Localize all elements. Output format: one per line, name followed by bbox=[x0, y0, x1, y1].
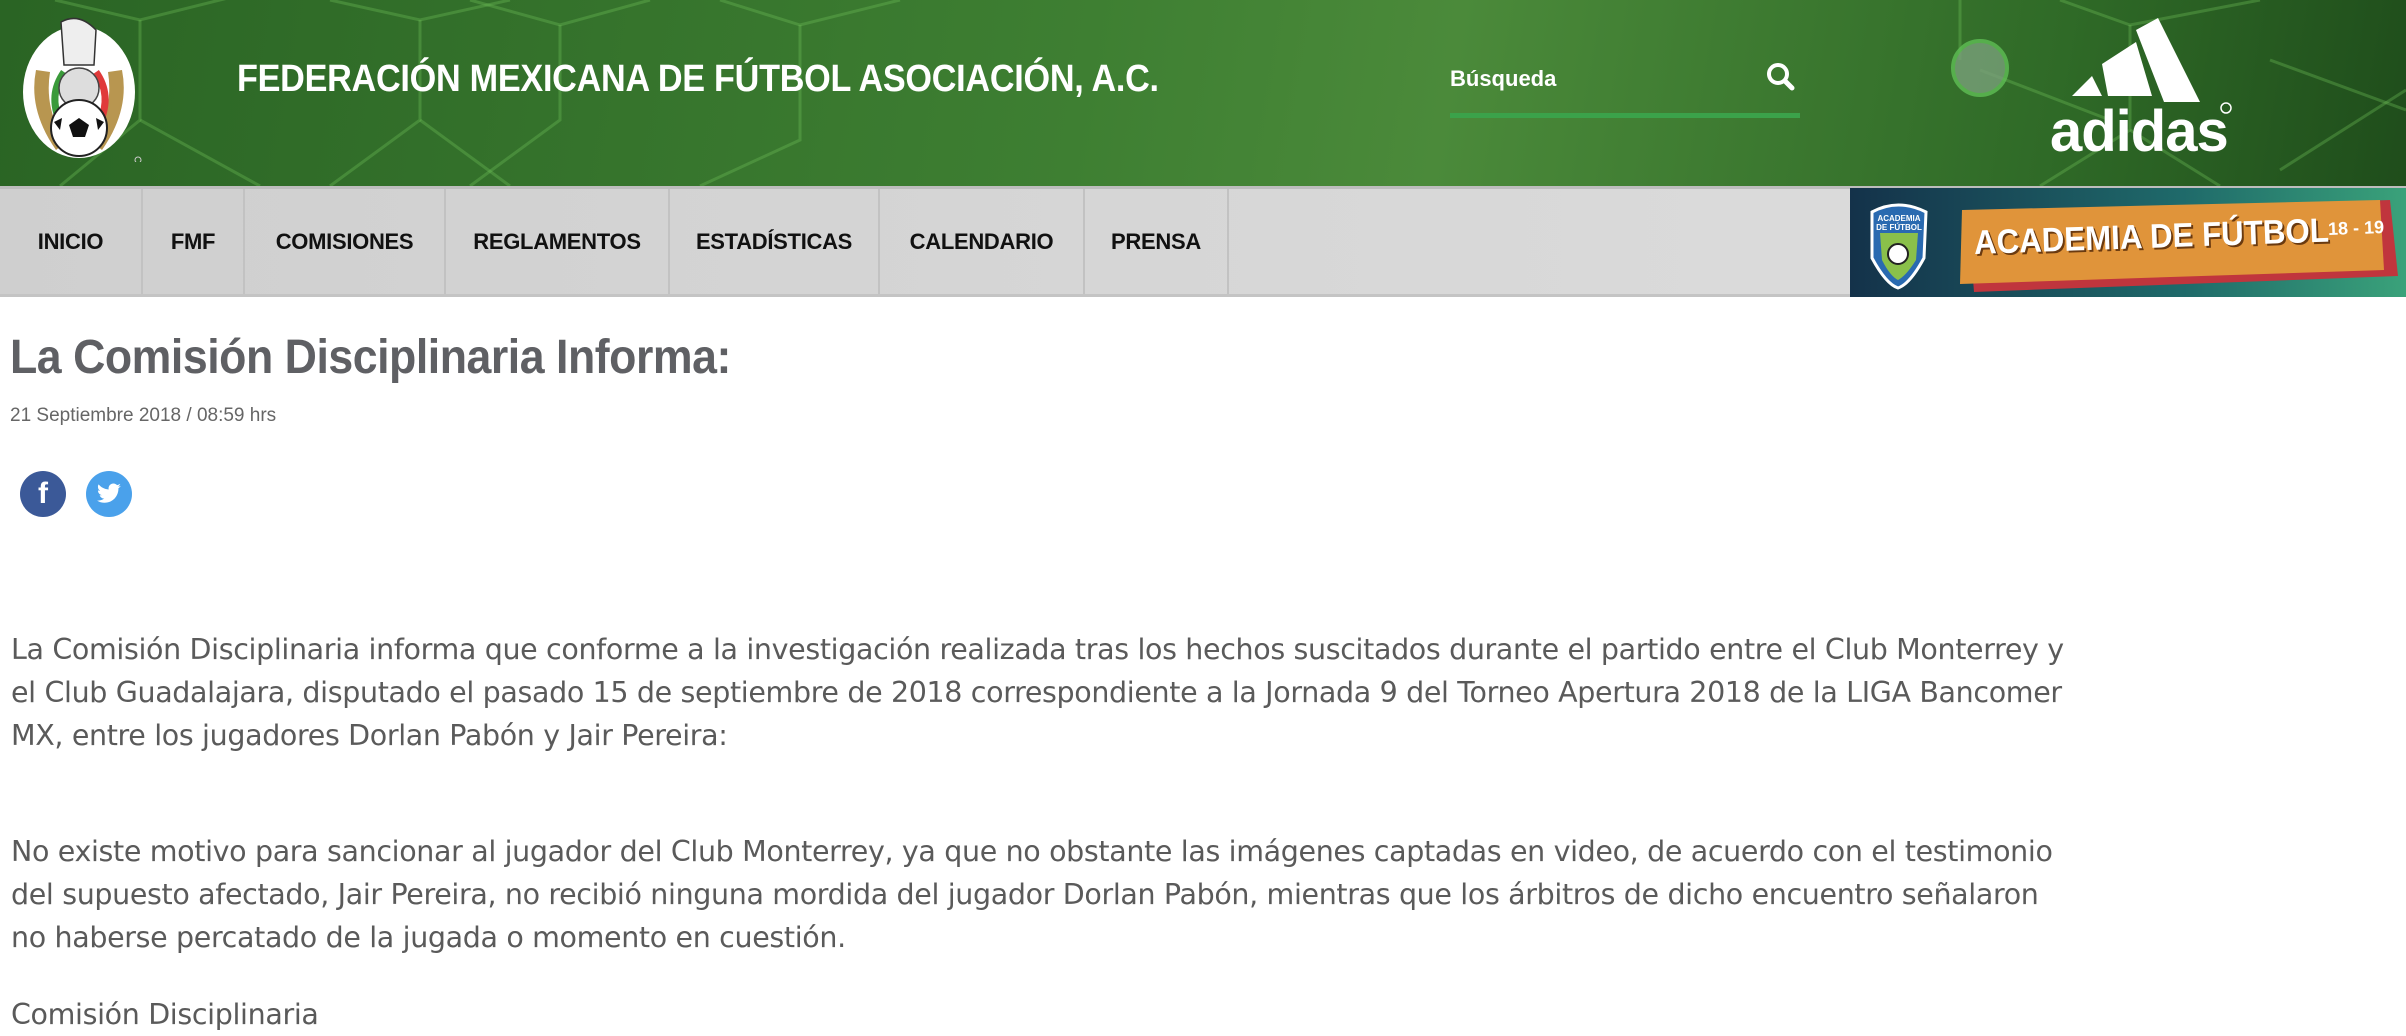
nav-item-fmf[interactable]: FMF bbox=[143, 189, 245, 294]
nav-item-inicio[interactable]: INICIO bbox=[0, 189, 143, 294]
nav-item-estadisticas[interactable]: ESTADÍSTICAS bbox=[670, 189, 880, 294]
fmf-crest-logo[interactable] bbox=[16, 10, 142, 162]
nav-item-prensa[interactable]: PRENSA bbox=[1085, 189, 1229, 294]
nav-item-comisiones[interactable]: COMISIONES bbox=[245, 189, 446, 294]
article-date: 21 Septiembre 2018 / 08:59 hrs bbox=[10, 405, 277, 426]
academia-banner[interactable] bbox=[1850, 188, 2406, 297]
paragraph-line: del supuesto afectado, Jair Pereira, no recibió ninguna mordida del jugador Dorlan Pabón, mientras que los árbitros de dicho encuentro señalaron bbox=[11, 878, 2039, 911]
paragraph-line: La Comisión Disciplinaria informa que conforme a la investigación realizada tras los hechos suscitados durante el partido entre el Club Monterrey y bbox=[11, 633, 2064, 666]
site-header bbox=[0, 0, 2406, 186]
twitter-share-button[interactable] bbox=[86, 471, 132, 517]
paragraph-line: no haberse percatado de la jugada o momento en cuestión. bbox=[11, 921, 846, 954]
search-input[interactable]: Búsqueda bbox=[1450, 66, 1557, 91]
search-icon[interactable] bbox=[1764, 60, 1798, 94]
banner-season: 18 - 19 bbox=[2327, 217, 2385, 239]
twitter-icon bbox=[96, 483, 122, 505]
site-title[interactable]: FEDERACIÓN MEXICANA DE FÚTBOL ASOCIACIÓN, A.C. bbox=[237, 58, 1159, 100]
facebook-icon: f bbox=[38, 477, 48, 510]
paragraph-line: el Club Guadalajara, disputado el pasado 15 de septiembre de 2018 correspondiente a la Jornada 9 del Torneo Apertura 2018 de la LIGA Bancomer bbox=[11, 676, 2062, 709]
adidas-wordmark: adidas bbox=[2050, 99, 2228, 164]
article-title: La Comisión Disciplinaria Informa: bbox=[10, 331, 731, 384]
banner-title: ACADEMIA DE FÚTBOL bbox=[1973, 211, 2330, 262]
academia-badge-text: ACADEMIA DE FÚTBOL bbox=[1876, 214, 1922, 232]
nav-item-calendario[interactable]: CALENDARIO bbox=[880, 189, 1085, 294]
search-box[interactable] bbox=[1450, 60, 1800, 118]
paragraph-line: MX, entre los jugadores Dorlan Pabón y Jair Pereira: bbox=[11, 719, 728, 752]
article-signature: Comisión Disciplinaria bbox=[11, 998, 319, 1031]
facebook-share-button[interactable] bbox=[20, 471, 66, 517]
paragraph-line: No existe motivo para sancionar al jugador del Club Monterrey, ya que no obstante las imágenes captadas en video, de acuerdo con el testimonio bbox=[11, 835, 2053, 868]
adidas-logo[interactable] bbox=[2050, 16, 2265, 164]
nav-item-reglamentos[interactable]: REGLAMENTOS bbox=[446, 189, 670, 294]
article-body bbox=[11, 628, 2064, 1036]
